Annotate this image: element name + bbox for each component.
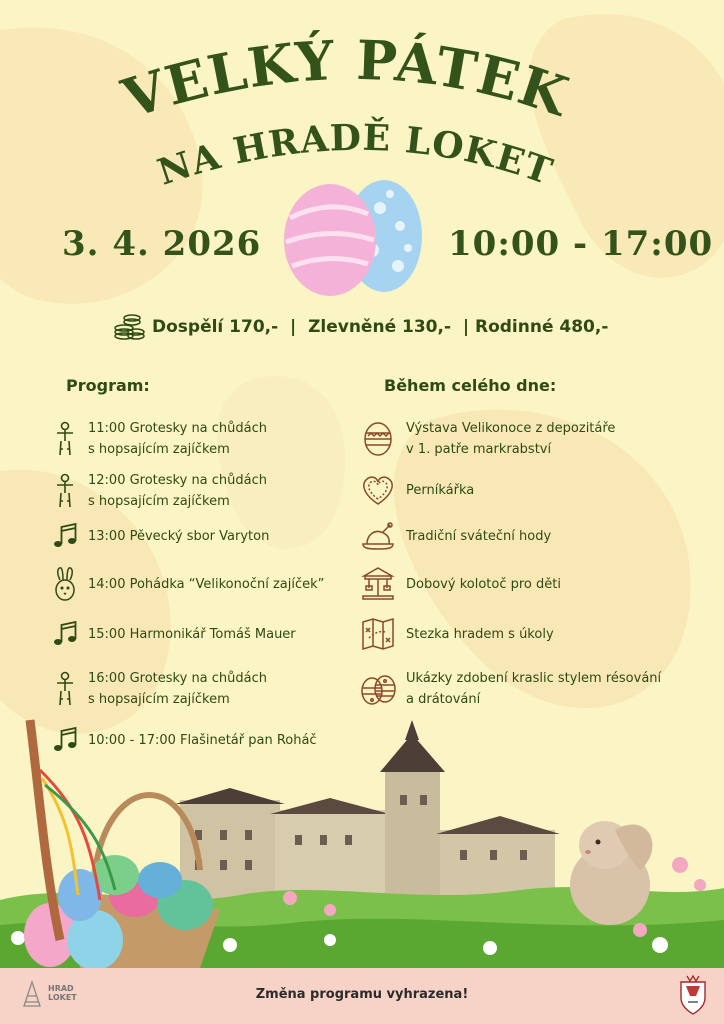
all-day-item bbox=[358, 516, 551, 556]
all-day-item bbox=[358, 564, 561, 604]
program-change-note: Změna programu vyhrazena! bbox=[255, 987, 469, 1002]
program-item bbox=[50, 516, 269, 556]
stilt-walker-icon bbox=[50, 471, 80, 511]
poster-title bbox=[0, 30, 724, 200]
all-day-item-text: Stezka hradem s úkoly bbox=[406, 626, 554, 642]
all-day-item bbox=[358, 668, 661, 710]
logo-text: HRAD LOKET bbox=[48, 984, 77, 1002]
music-note-icon bbox=[50, 614, 80, 654]
all-day-item bbox=[358, 470, 474, 510]
all-day-item-text: Tradiční sváteční hody bbox=[406, 528, 552, 544]
program-item-text: 14:00 Pohádka “Velikonoční zajíček” bbox=[88, 576, 325, 592]
town-crest-icon bbox=[678, 974, 708, 1016]
all-day-item-text: Dobový kolotoč pro děti bbox=[406, 576, 561, 592]
program-item-text: 15:00 Harmonikář Tomáš Mauer bbox=[88, 626, 296, 642]
gingerbread-heart-icon bbox=[358, 470, 398, 510]
stilt-walker-icon bbox=[50, 669, 80, 709]
event-date: 3. 4. 2026 bbox=[62, 224, 262, 264]
program-item bbox=[50, 668, 267, 710]
bunny-icon bbox=[50, 564, 80, 604]
easter-egg-icon bbox=[358, 419, 398, 459]
program-item bbox=[50, 470, 267, 512]
program-item-text: 11:00 Grotesky na chůdách s hopsajícím zajíčkem bbox=[88, 421, 268, 457]
map-icon bbox=[358, 614, 398, 654]
program-item bbox=[50, 720, 317, 760]
ticket-prices bbox=[112, 312, 632, 342]
all-day-heading: Během celého dne: bbox=[384, 376, 557, 395]
title-line-1: VELKÝ PÁTEK bbox=[114, 30, 577, 131]
roast-chicken-icon bbox=[358, 516, 398, 556]
footer-bar bbox=[0, 968, 724, 1024]
program-item-text: 13:00 Pěvecký sbor Varyton bbox=[88, 528, 270, 544]
event-time: 10:00 - 17:00 bbox=[448, 224, 714, 264]
all-day-item bbox=[358, 418, 615, 460]
all-day-item-text: Výstava Velikonoce z depozitáře v 1. patře markrabství bbox=[406, 421, 616, 457]
bunny bbox=[570, 821, 652, 925]
all-day-item-text: Perníkářka bbox=[406, 482, 475, 498]
carousel-icon bbox=[358, 564, 398, 604]
program-item-text: 10:00 - 17:00 Flašinetář pan Roháč bbox=[88, 732, 317, 748]
title-line-2: NA HRADĚ LOKET bbox=[152, 116, 559, 194]
program-item bbox=[50, 418, 267, 460]
prices-text: Dospělí 170,- | Zlevněné 130,- | Rodinné 480,- bbox=[152, 317, 609, 337]
program-item-text: 12:00 Grotesky na chůdách s hopsajícím zajíčkem bbox=[88, 473, 268, 509]
svg-text:VELKÝ PÁTEK bbox=[114, 30, 577, 131]
program-item bbox=[50, 614, 296, 654]
decorated-eggs-icon bbox=[358, 669, 398, 709]
music-note-icon bbox=[50, 516, 80, 556]
program-item-text: 16:00 Grotesky na chůdách s hopsajícím zajíčkem bbox=[88, 671, 268, 707]
all-day-item bbox=[358, 614, 554, 654]
program-heading: Program: bbox=[66, 376, 150, 395]
easter-eggs-illustration bbox=[272, 178, 432, 298]
music-note-icon bbox=[50, 720, 80, 760]
stilt-walker-icon bbox=[50, 419, 80, 459]
coins-icon bbox=[112, 312, 146, 342]
program-item bbox=[50, 564, 324, 604]
all-day-item-text: Ukázky zdobení kraslic stylem résování a drátování bbox=[406, 671, 662, 707]
